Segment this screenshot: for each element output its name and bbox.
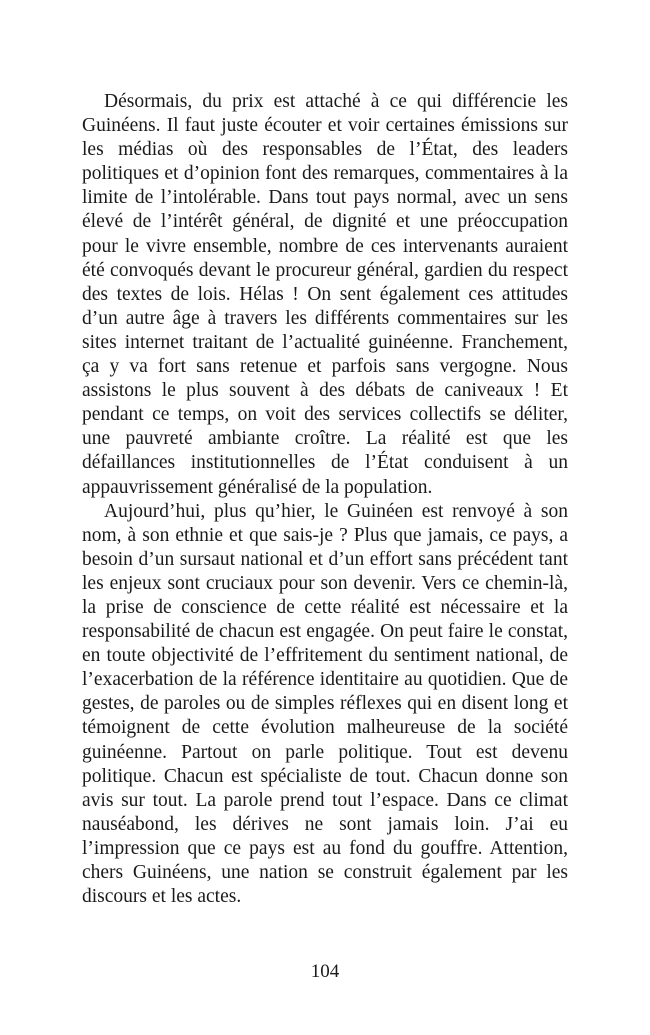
paragraph-1: Désormais, du prix est attaché à ce qui différencie les Guinéens. Il faut juste écouter et voir certaines émissions sur les médias où des responsables de l’État, des leaders politiques et d’opinion font des remarques, commentaires à la limite de l’intolérable. Dans tout pays normal, avec un sens élevé de l’intérêt général, de dignité et une préoccupation pour le vivre ensemble, nombre de ces intervenants auraient été convoqués devant le procureur général, gardien du respect des textes de lois. Hélas ! On sent également ces attitudes d’un autre âge à travers les différents commentaires sur les sites internet traitant de l’actualité guinéenne. Franchement, ça y va fort sans retenue et parfois sans vergogne. Nous assistons le plus souvent à des débats de caniveaux ! Et pendant ce temps, on voit des services collectifs se déliter, une pauvreté ambiante croître. La réalité est que les défaillances institutionnelles de l’État conduisent à un appauvrissement généralisé de la population. xyxy=(82,91,568,498)
paragraph-2: Aujourd’hui, plus qu’hier, le Guinéen est renvoyé à son nom, à son ethnie et que sais-je ? Plus que jamais, ce pays, a besoin d’un sursaut national et d’un effort sans précédent tant les enjeux sont cruciaux pour son devenir. Vers ce chemin-là, la prise de conscience de cette réalité est nécessaire et la responsabilité de chacun est engagée. On peut faire le constat, en toute objectivité de l’effritement du sentiment national, de l’exacerbation de la référence identitaire au quotidien. Que de gestes, de paroles ou de simples réflexes qui en disent long et témoignent de cette évolution malheureuse de la société guinéenne. Partout on parle politique. Tout est devenu politique. Chacun est spécialiste de tout. Chacun donne son avis sur tout. La parole prend tout l’espace. Dans ce climat nauséabond, les dérives ne sont jamais loin. J’ai eu l’impression que ce pays est au fond du gouffre. Attention, chers Guinéens, une nation se construit également par les discours et les actes. xyxy=(82,500,568,908)
page-number: 104 xyxy=(310,961,340,982)
page-body-text xyxy=(82,90,568,909)
